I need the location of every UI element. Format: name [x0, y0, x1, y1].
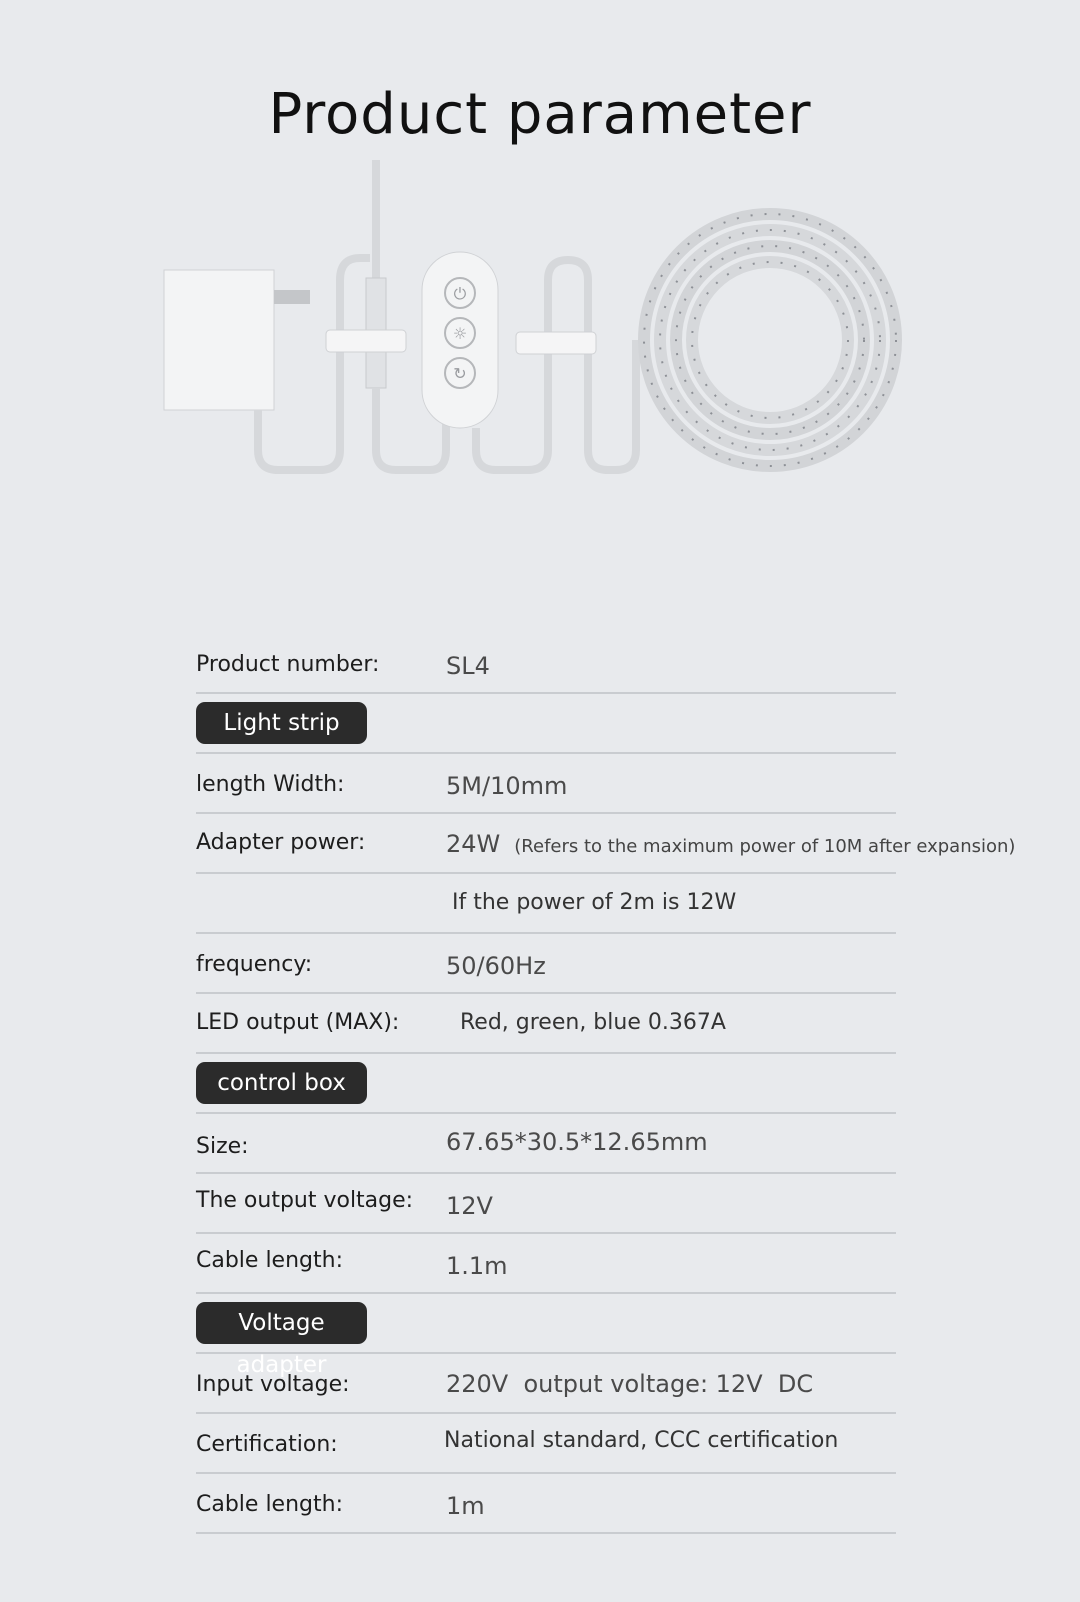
param-row-size [196, 1114, 896, 1174]
param-row-frequency [196, 934, 896, 994]
param-value [446, 830, 1015, 858]
svg-text:⏻: ⏻ [453, 284, 467, 303]
param-value: 67.65*30.5*12.65mm [446, 1128, 708, 1156]
section-row-voltage-adapter [196, 1294, 896, 1378]
param-row-certification [196, 1414, 896, 1474]
param-note: (Refers to the maximum power of 10M after expansion) [514, 836, 1016, 857]
param-value: 5M/10mm [446, 772, 568, 800]
param-label: Cable length: [196, 1492, 343, 1517]
controller-image [422, 252, 498, 428]
param-label: frequency: [196, 952, 313, 977]
param-row-input-voltage [196, 1354, 896, 1414]
power-adapter-image [164, 258, 370, 470]
product-illustration [150, 160, 940, 500]
param-row-led-output [196, 994, 896, 1054]
param-value: Red, green, blue 0.367A [460, 1010, 726, 1035]
param-row-adapter-cable-length [196, 1474, 896, 1534]
param-value-main: 24W [446, 830, 501, 858]
param-row-product-number [196, 634, 896, 694]
param-label: LED output (MAX): [196, 1010, 400, 1035]
param-label: The output voltage: [196, 1188, 414, 1213]
section-row-control-box [196, 1054, 896, 1114]
param-value: 1m [446, 1492, 485, 1520]
param-value: 1.1m [446, 1252, 508, 1280]
led-strip-coil-image [644, 214, 896, 466]
section-badge: Light strip [196, 702, 367, 744]
param-value: 50/60Hz [446, 952, 546, 980]
param-row-length-width [196, 754, 896, 814]
param-label: Certification: [196, 1432, 338, 1457]
param-value: 220V output voltage: 12V DC [446, 1370, 814, 1398]
section-badge: Voltage adapter [196, 1302, 367, 1344]
param-value: 12V [446, 1192, 493, 1220]
page-title: Product parameter [268, 82, 812, 147]
svg-text:↻: ↻ [453, 364, 467, 383]
param-value: National standard, CCC certification [444, 1428, 839, 1453]
param-label: length Width: [196, 772, 345, 797]
param-row-power-2m [196, 874, 896, 934]
param-row-cable-length [196, 1234, 896, 1294]
param-value: SL4 [446, 652, 490, 680]
param-value: If the power of 2m is 12W [452, 890, 737, 915]
param-label: Adapter power: [196, 830, 366, 855]
section-row-light-strip [196, 694, 896, 754]
section-badge: control box [196, 1062, 367, 1104]
param-label: Product number: [196, 652, 380, 677]
param-label: Size: [196, 1134, 249, 1159]
param-row-adapter-power [196, 814, 1016, 874]
svg-text:☼: ☼ [452, 324, 468, 343]
param-label: Input voltage: [196, 1372, 350, 1397]
param-label: Cable length: [196, 1248, 343, 1273]
param-row-output-voltage [196, 1174, 896, 1234]
